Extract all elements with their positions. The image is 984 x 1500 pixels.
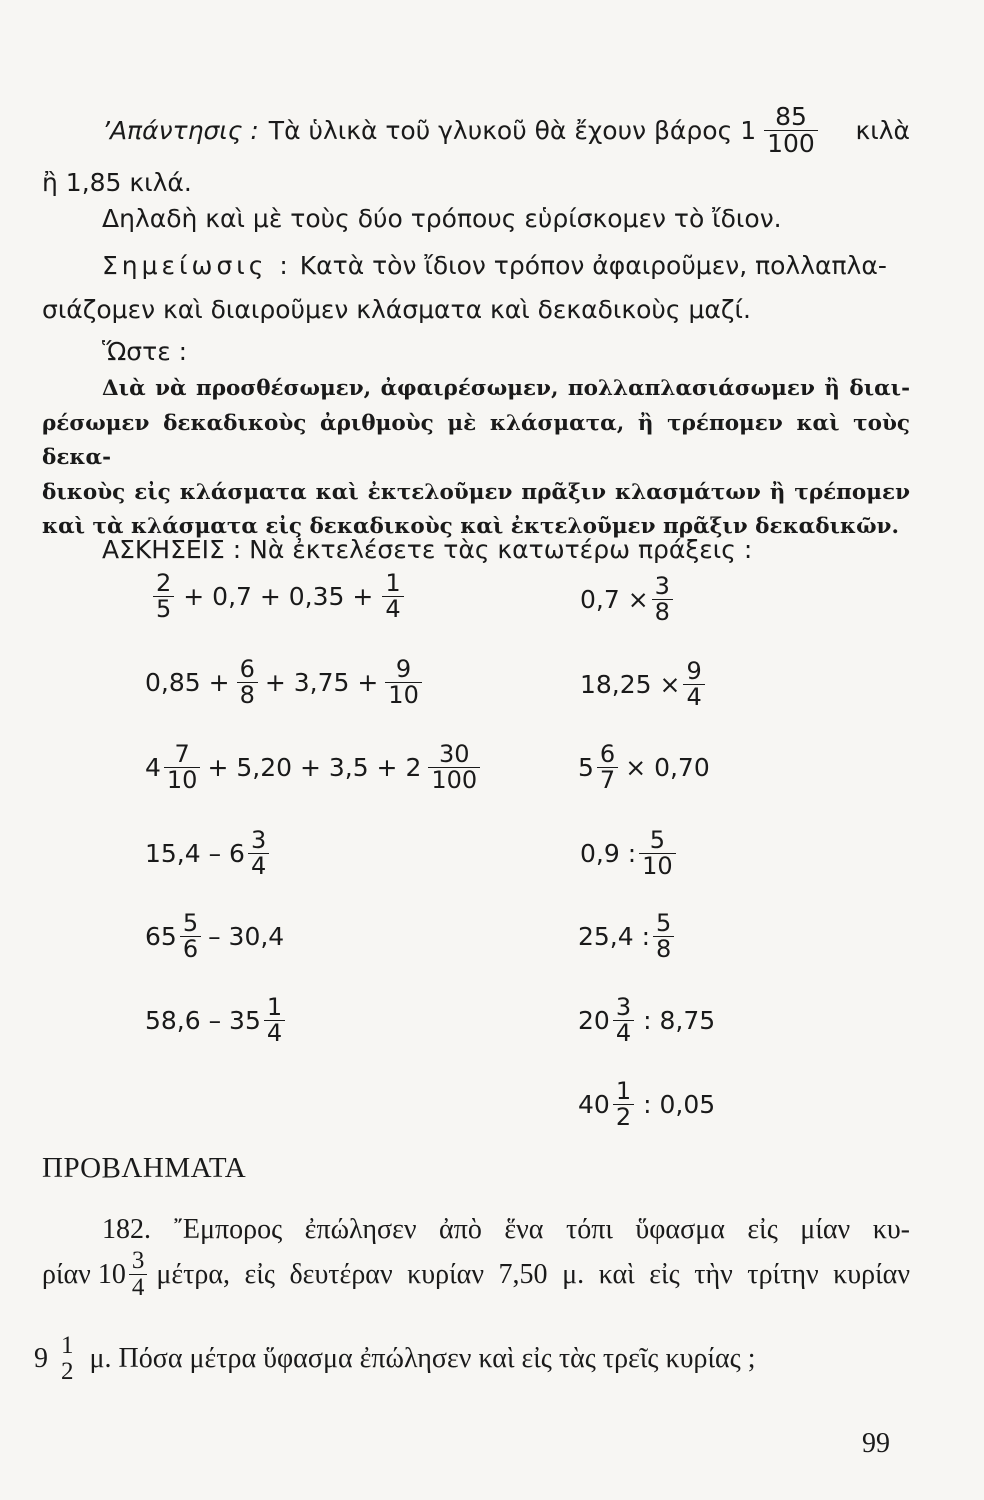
answer-text: Τὰ ὑλικὰ τοῦ γλυκοῦ θὰ ἔχουν βάρος 1 <box>268 116 757 146</box>
answer-fraction <box>764 104 818 158</box>
exercise-left-3 <box>145 742 483 793</box>
denominator: 2 <box>61 1358 74 1386</box>
fraction <box>683 659 704 710</box>
rule-paragraph <box>42 372 910 545</box>
both-ways-line: Δηλαδὴ καὶ μὲ τοὺς δύο τρόπους εὑρίσκομεν τὸ ἴδιον. <box>102 204 782 233</box>
exercise-left-1 <box>150 571 407 622</box>
denominator: 8 <box>652 599 673 625</box>
fraction <box>153 571 174 622</box>
denominator: 4 <box>382 596 403 622</box>
whole-number: 5 <box>578 753 594 783</box>
expression-text: 0,9 : <box>580 839 637 869</box>
problem-182-line-3 <box>34 1333 756 1386</box>
fraction <box>129 1248 148 1302</box>
fraction <box>428 742 480 793</box>
rule-line-3: δικοὺς εἰς κλάσματα καὶ ἐκτελοῦμεν πρᾶξιν κλασμάτων ἢ τρέπομεν <box>42 479 910 505</box>
expression-text: + 0,7 + 0,35 + <box>183 582 374 612</box>
fraction <box>382 571 403 622</box>
denominator: 4 <box>613 1020 634 1046</box>
exercises-heading: ΑΣΚΗΣΕΙΣ : Νὰ ἐκτελέσετε τὰς κατωτέρω πράξεις : <box>102 535 753 564</box>
expression-text: + 5,20 + 3,5 + 2 <box>207 753 422 783</box>
problem-text: μ. Πόσα μέτρα ὕφασμα ἐπώλησεν καὶ εἰς τὰς τρεῖς κυρίας ; <box>89 1343 756 1375</box>
problem-182-line-1: 182. ῎Εμπορος ἐπώλησεν ἀπὸ ἕνα τόπι ὕφασμα εἰς μίαν κυ- <box>102 1214 910 1245</box>
fraction <box>597 742 618 793</box>
problem-182-line-2 <box>42 1248 910 1302</box>
note-label: Σημείωσις : <box>102 251 292 280</box>
expression-text: × 0,70 <box>625 753 710 783</box>
rule-line-2: ρέσωμεν δεκαδικοὺς ἀριθμοὺς μὲ κλάσματα, ἢ τρέπομεν καὶ τοὺς δεκα- <box>42 410 910 470</box>
numerator: 3 <box>615 993 632 1021</box>
note-text-1: Κατὰ τὸν ἴδιον τρόπον ἀφαιροῦμεν, πολλαπλα- <box>299 251 887 280</box>
denominator: 6 <box>180 936 201 962</box>
exercise-left-5 <box>145 911 284 962</box>
numerator: 7 <box>174 740 190 768</box>
note-line-2: σιάζομεν καὶ διαιροῦμεν κλάσματα καὶ δεκαδικοὺς μαζί. <box>42 295 751 324</box>
denominator: 10 <box>164 767 201 793</box>
note-line-1 <box>102 251 887 280</box>
numerator: 9 <box>395 655 412 683</box>
numerator: 1 <box>61 1332 74 1359</box>
expression-text: 25,4 : <box>578 922 651 952</box>
denominator: 8 <box>653 936 674 962</box>
numerator: 1 <box>266 993 283 1021</box>
fraction <box>164 742 201 793</box>
expression-text: – 30,4 <box>208 922 285 952</box>
fraction-denominator: 100 <box>764 130 818 157</box>
fraction <box>385 657 422 708</box>
whole-number: 65 <box>145 922 177 952</box>
rule-line-1: Διὰ νὰ προσθέσωμεν, ἀφαιρέσωμεν, πολλαπλασιάσωμεν ἢ διαι- <box>102 376 910 401</box>
answer-label: ’Απάντησις : <box>102 116 259 146</box>
fraction <box>613 1079 634 1130</box>
numerator: 1 <box>385 569 401 597</box>
denominator: 4 <box>683 684 704 710</box>
answer-line-2: ἢ 1,85 κιλά. <box>42 168 192 197</box>
problem-text: 9 <box>34 1343 48 1375</box>
fraction <box>248 828 269 879</box>
denominator: 4 <box>264 1020 285 1046</box>
fraction <box>264 995 285 1046</box>
problem-text: ρίαν 10 <box>42 1258 126 1290</box>
exercise-right-2 <box>580 659 708 710</box>
fraction <box>652 574 673 625</box>
expression-text: 15,4 – 6 <box>145 839 245 869</box>
exercise-left-2 <box>145 657 425 708</box>
numerator: 2 <box>156 569 172 597</box>
expression-text: : 8,75 <box>643 1006 716 1036</box>
fraction <box>613 995 634 1046</box>
numerator: 3 <box>654 572 670 600</box>
denominator: 5 <box>153 596 174 622</box>
denominator: 4 <box>248 853 269 879</box>
problem-text: μέτρα, εἰς δευτέραν κυρίαν 7,50 μ. καὶ εἰς τὴν τρίτην κυρίαν <box>156 1258 910 1290</box>
answer-line <box>102 104 910 158</box>
problems-heading: ΠΡΟΒΛΗΜΑΤΑ <box>42 1152 247 1184</box>
denominator: 10 <box>639 853 676 879</box>
whole-number: 4 <box>145 753 161 783</box>
exercise-right-5 <box>578 911 677 962</box>
expression-text: 18,25 × <box>580 670 681 700</box>
denominator: 4 <box>129 1274 148 1301</box>
numerator: 5 <box>649 826 666 854</box>
numerator: 3 <box>131 1247 145 1274</box>
expression-text: 58,6 – 35 <box>145 1006 261 1036</box>
fraction-numerator: 85 <box>775 102 807 131</box>
fraction <box>58 1333 77 1386</box>
page-number: 99 <box>862 1428 890 1459</box>
exercise-left-6 <box>145 995 288 1046</box>
exercise-right-4 <box>580 828 679 879</box>
numerator: 6 <box>239 655 255 683</box>
denominator: 7 <box>597 767 618 793</box>
exercise-left-4 <box>145 828 272 879</box>
numerator: 30 <box>438 740 470 768</box>
fraction <box>237 657 258 708</box>
expression-text: 0,7 × <box>580 585 649 615</box>
exercise-right-1 <box>580 574 676 625</box>
numerator: 6 <box>599 740 616 768</box>
fraction <box>180 911 201 962</box>
fraction <box>639 828 676 879</box>
numerator: 3 <box>250 826 267 854</box>
denominator: 8 <box>237 682 258 708</box>
whole-number: 20 <box>578 1006 610 1036</box>
expression-text: + 3,75 + <box>264 668 379 698</box>
exercise-right-3 <box>578 742 710 793</box>
numerator: 9 <box>686 657 702 685</box>
fraction <box>653 911 674 962</box>
exercise-right-7 <box>578 1079 715 1130</box>
numerator: 5 <box>656 909 672 937</box>
exercise-right-6 <box>578 995 715 1046</box>
denominator: 100 <box>428 767 480 793</box>
therefore-label: Ὥστε : <box>102 337 188 366</box>
rule-line-4: καὶ τὰ κλάσματα εἰς δεκαδικοὺς καὶ ἐκτελοῦμεν πρᾶξιν δεκαδικῶν. <box>42 514 899 539</box>
expression-text: : 0,05 <box>643 1090 716 1120</box>
numerator: 1 <box>615 1077 632 1105</box>
whole-number: 40 <box>578 1090 610 1120</box>
denominator: 10 <box>385 682 422 708</box>
expression-text: 0,85 + <box>145 668 230 698</box>
numerator: 5 <box>182 909 199 937</box>
answer-unit: κιλὰ <box>855 116 910 146</box>
denominator: 2 <box>613 1104 634 1130</box>
